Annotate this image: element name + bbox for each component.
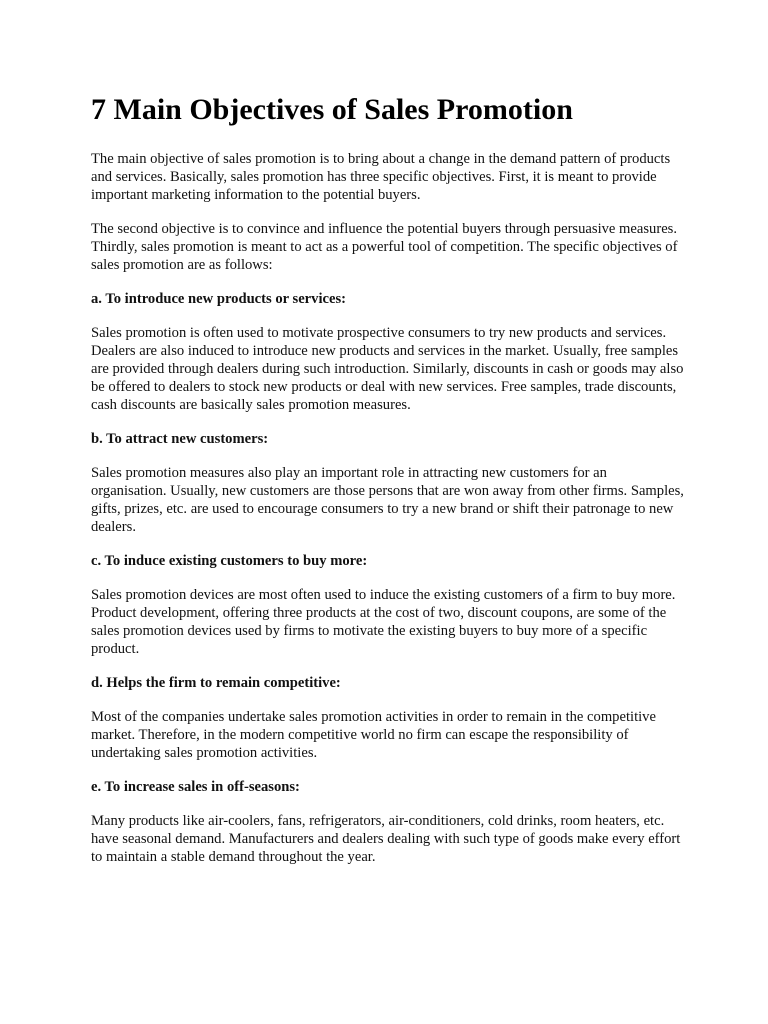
section-heading: a. To introduce new products or services: — [91, 291, 346, 307]
section-heading: b. To attract new customers: — [91, 431, 269, 447]
section-heading: c. To induce existing customers to buy more: — [91, 553, 368, 569]
section-body: Sales promotion measures also play an important role in attracting new customers for an organisation. Usually, new customers are those persons that are won away from other firms. Samples, gifts, prizes, etc. are used to encourage consumers to try a new brand or shift their patronage to new dealers. — [91, 465, 684, 535]
intro-paragraph: The main objective of sales promotion is to bring about a change in the demand pattern of products and services. Basically, sales promotion has three specific objectives. First, it is meant to provide important marketing information to the potential buyers. — [91, 151, 671, 203]
section-body: Sales promotion devices are most often used to induce the existing customers of a firm to buy more. Product development, offering three products at the cost of two, discount coupons, are some of the sales promotion devices used by firms to motivate the existing buyers to buy more of a specific product. — [91, 587, 676, 657]
intro-paragraph: The second objective is to convince and influence the potential buyers through persuasive measures. Thirdly, sales promotion is meant to act as a powerful tool of competition. The specific objectives of sales promotion are as follows: — [91, 221, 678, 273]
document-page — [91, 92, 686, 882]
section-heading: e. To increase sales in off-seasons: — [91, 779, 300, 795]
section-body: Most of the companies undertake sales promotion activities in order to remain in the competitive market. Therefore, in the modern competitive world no firm can escape the responsibility of undertaking sales promotion activities. — [91, 709, 656, 761]
section-heading: d. Helps the firm to remain competitive: — [91, 675, 341, 691]
section-body: Many products like air-coolers, fans, refrigerators, air-conditioners, cold drinks, room heaters, etc. have seasonal demand. Manufacturers and dealers dealing with such type of goods make every effort to maintain a stable demand throughout the year. — [91, 813, 681, 865]
section-body: Sales promotion is often used to motivate prospective consumers to try new products and services. Dealers are also induced to introduce new products and services in the market. Usually, free samples are provided through dealers during such introduction. Similarly, discounts in cash or goods may also be offered to dealers to stock new products or deal with new services. Free samples, trade discounts, cash discounts are basically sales promotion measures. — [91, 325, 684, 413]
page-title: 7 Main Objectives of Sales Promotion — [91, 93, 573, 126]
